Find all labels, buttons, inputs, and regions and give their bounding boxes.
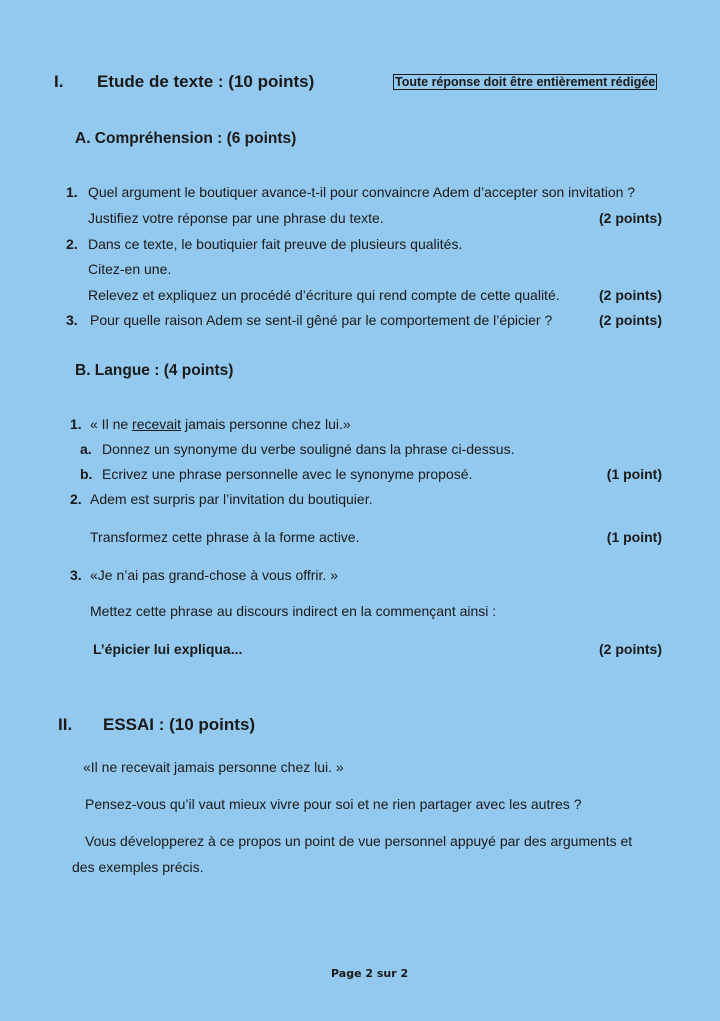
partA-q3-number: 3. <box>66 312 78 328</box>
partB-q1b-label: b. <box>80 466 93 482</box>
partB-q3-start: L’épicier lui expliqua... <box>93 641 243 657</box>
quote-start: « Il ne <box>90 416 133 432</box>
page-number: Page 2 sur 2 <box>331 967 409 980</box>
partB-q1b-points: (1 point) <box>606 466 662 482</box>
partA-q3-points: (2 points) <box>599 312 662 328</box>
essay-quote: «Il ne recevait jamais personne chez lui. » <box>83 759 344 775</box>
partB-q1-number: 1. <box>70 416 82 432</box>
section1-number: I. <box>54 72 64 91</box>
underlined-verb: recevait <box>132 416 182 432</box>
partB-q1b-text: Ecrivez une phrase personnelle avec le synonyme proposé. <box>102 466 473 482</box>
partB-q1-quote <box>90 416 351 432</box>
partB-q3-instruction: Mettez cette phrase au discours indirect en la commençant ainsi : <box>90 603 497 619</box>
partB-q3-points: (2 points) <box>599 641 662 657</box>
section1-title: Etude de texte : (10 points) <box>97 72 315 91</box>
section2-number: II. <box>58 715 73 734</box>
partB-q3-quote: «Je n’ai pas grand-chose à vous offrir. » <box>90 567 339 583</box>
partA-q2-number: 2. <box>66 236 78 252</box>
partA-q1-justify: Justifiez votre réponse par une phrase du texte. <box>88 210 384 226</box>
partB-title: B. Langue : (4 points) <box>75 362 234 379</box>
partA-q1-text: Quel argument le boutiquer avance-t-il pour convaincre Adem d’accepter son invitation ? <box>88 184 636 200</box>
quote-end: jamais personne chez lui.» <box>181 416 351 432</box>
partA-q1-number: 1. <box>66 184 78 200</box>
partA-title: A. Compréhension : (6 points) <box>75 130 297 147</box>
essay-instruction-line1: Vous développerez à ce propos un point de vue personnel appuyé par des arguments et <box>85 833 633 849</box>
partA-q1-points: (2 points) <box>599 210 662 226</box>
partB-q1a-label: a. <box>80 441 92 457</box>
partB-q2-points: (1 point) <box>606 529 662 545</box>
partA-q3-text: Pour quelle raison Adem se sent-il gêné par le comportement de l’épicier ? <box>90 312 553 328</box>
partB-q2-instruction: Transformez cette phrase à la forme active. <box>90 529 360 545</box>
essay-instruction-line2: des exemples précis. <box>72 859 204 875</box>
section2-title: ESSAI : (10 points) <box>103 715 256 734</box>
partA-q2-releve: Relevez et expliquez un procédé d’écriture qui rend compte de cette qualité. <box>88 287 560 303</box>
partB-q2-sentence: Adem est surpris par l’invitation du boutiquier. <box>90 491 373 507</box>
partB-q3-number: 3. <box>70 567 82 583</box>
partB-q1a-text: Donnez un synonyme du verbe souligné dans la phrase ci-dessus. <box>102 441 515 457</box>
instruction-notice: Toute réponse doit être entièrement rédigée <box>395 75 656 89</box>
partB-q2-number: 2. <box>70 491 82 507</box>
partA-q2-text: Dans ce texte, le boutiquier fait preuve de plusieurs qualités. <box>88 236 463 252</box>
essay-question: Pensez-vous qu’il vaut mieux vivre pour soi et ne rien partager avec les autres ? <box>85 796 582 812</box>
partA-q2-cite: Citez-en une. <box>88 261 172 277</box>
partA-q2-points: (2 points) <box>599 287 662 303</box>
